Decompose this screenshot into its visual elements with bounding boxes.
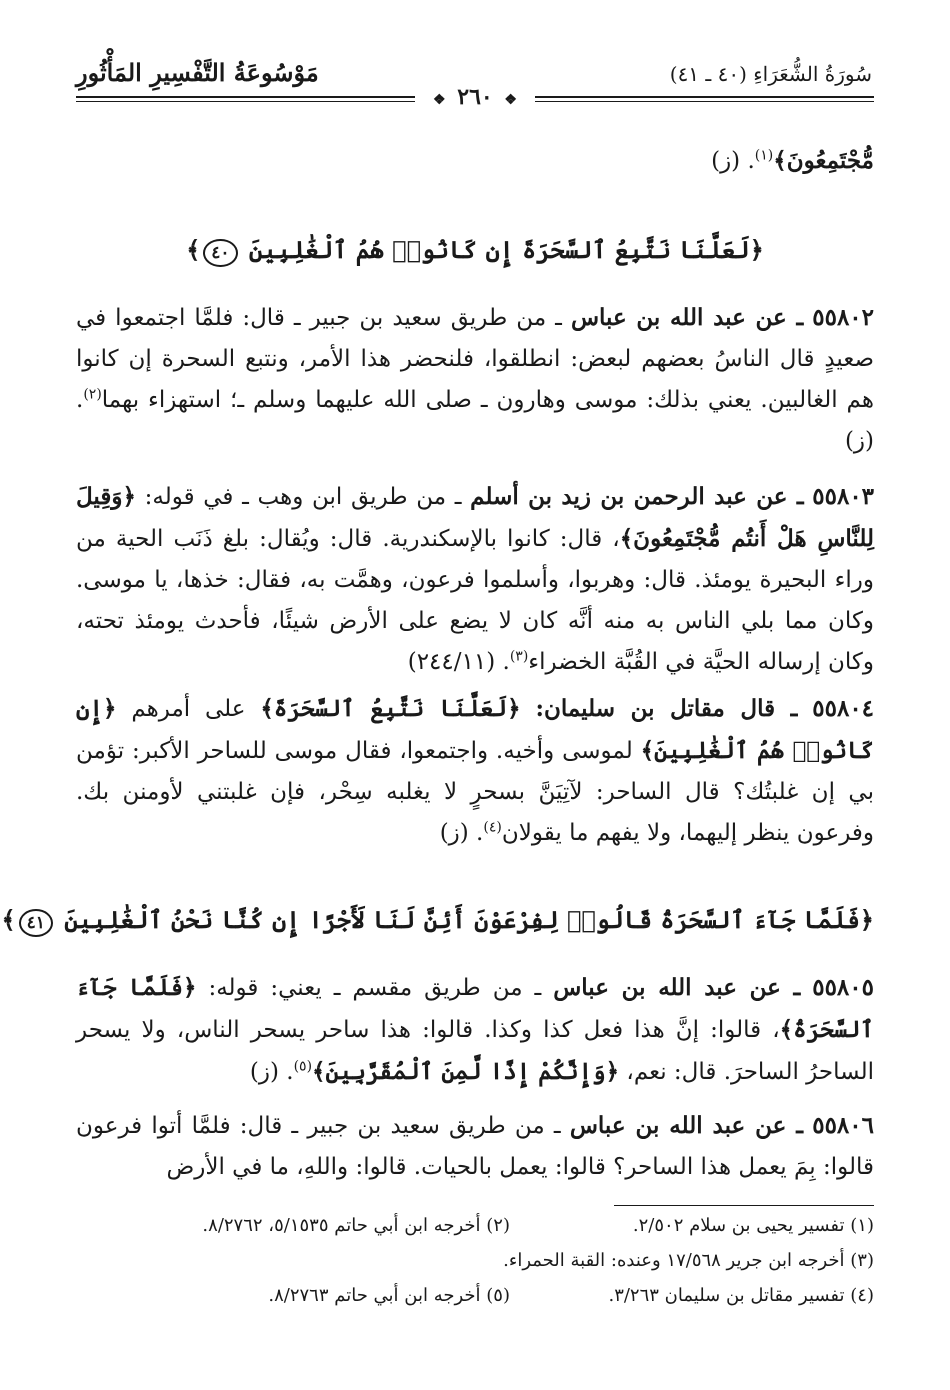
narration-number: ٥٥٨٠٣ [812,483,875,510]
narration-55806 [76,1105,874,1188]
reference-tag: . (ز) [439,820,484,846]
page-number: ٢٦٠ [457,84,493,110]
ornament-icon: ❖ [433,92,446,108]
narration-number: ٥٥٨٠٤ [812,695,875,722]
narration-text: ـ من طريق ابن وهب ـ في قوله: [144,484,462,510]
footnote-ref: (١) [754,147,774,164]
narration-text: ، قال: كانوا بالإسكندرية. قال: ويُقال: بلغ ذَنَب الحية من وراء البحيرة يومئذ. قال: وهربوا، وأسلموا فرعون، وهمَّت به، فقال: خذها، يا موسى. وكان مما بلي الناس به منه أنَّه كان لا يضع على الأرض شيئًا، فأحدث يومئذ تحته، وكان إرساله الحيَّة في القُبَّة الخضراء [76,526,874,675]
ayah-number-badge: ٤٠ [203,239,237,267]
verse-text: ﴿فَلَمَّا جَآءَ ٱلسَّحَرَةُ قَالُوا۟ لِفِرْعَوْنَ أَئِنَّ لَنَا لَأَجْرًا إِن كُنَّا نَحْنُ ٱلْغَٰلِبِينَ [64,905,874,934]
narration-text: ، قالوا: إنَّ هذا فعل كذا وكذا. قالوا: هذا ساحر يسحر الناس، ولا يسحر الساحرُ الساحرَ. قال: نعم، [76,1017,874,1085]
book-title: مَوْسُوعَةُ التَّفْسِيرِ المَأْثُورِ [76,58,319,87]
footnote-separator [614,1205,874,1206]
narration-text: على أمرهم [131,696,246,722]
verse-heading-40 [76,235,874,267]
surah-header: سُورَةُ الشُّعَرَاءِ (٤٠ ـ ٤١) [669,62,872,86]
page-number-box [415,84,535,110]
quran-quote: ﴿فَلَمَّا جَآءَ ٱلسَّحَرَةُ﴾ [76,974,874,1043]
footnote-ref: (٢) [83,386,102,403]
quran-quote: ﴿إِن كَانُوا۟ هُمُ ٱلْغَٰلِبِينَ﴾ [76,695,875,764]
narration-55802 [76,297,874,462]
footnote-ref: (٣) [509,648,529,665]
quran-quote: ﴿وَقِيلَ لِلنَّاسِ هَلْ أَنتُم مُّجْتَمِعُونَ﴾ [76,483,874,552]
narration-text: لموسى وأخيه. واجتمعوا، فقال موسى للساحر الأكبر: تؤمن بي إن غلبتُك؟ قال الساحر: لآتِيَنَّ بسحرٍ لا يغلبه سِحْر، فإن غلبتني لأومنن بك. وفرعون ينظر إليهما، ولا يفهم ما يقولان [76,738,874,846]
narration-55803 [76,476,874,683]
narrator: ـ عن عبد الله بن عباس [553,974,801,1001]
footnote-1: (١) تفسير يحيى بن سلام ٢/٥٠٢. [632,1215,874,1236]
footnote-ref: (٤) [483,819,502,836]
quran-quote: مُّجْتَمِعُونَ﴾ [773,147,874,174]
narration-text: ـ من طريق سعيد بن جبير ـ قال: فلمَّا أتوا فرعون قالوا: بِمَ يعمل هذا الساحر؟ قالوا: يعمل بالحيات. قالوا: واللهِ، ما في الأرض [76,1113,874,1180]
verse-close: ﴾ [1,905,16,934]
ayah-number-badge: ٤١ [19,909,53,937]
narration-55804 [76,688,874,854]
reference-tag: . (ز) [249,1059,294,1085]
narration-55805 [76,967,874,1093]
quran-quote: ﴿وَإِنَّكُمْ إِذًا لَّمِنَ ٱلْمُقَرَّبِينَ﴾ [312,1058,620,1085]
narration-text: ـ من طريق سعيد بن جبير ـ قال: فلمَّا اجتمعوا في صعيدٍ قال الناسُ بعضهم لبعض: انطلقوا، فلنحضر هذا الأمر، ونتبع السحرة إن كانوا هم الغالبين. يعني بذلك: موسى وهارون ـ صلى الله عليهما وسلم ـ؛ استهزاء بهما [76,305,874,413]
narration-text: ـ من طريق مقسم ـ يعني: قوله: [208,975,542,1001]
reference-tag: . (٢٤٤/١١) [407,649,510,675]
footnote-3: (٣) أخرجه ابن جرير ١٧/٥٦٨ وعنده: القبة الحمراء. [503,1250,874,1271]
narration-number: ٥٥٨٠٦ [812,1112,874,1139]
reference-tag: . (ز) [711,148,755,174]
narration-number: ٥٥٨٠٥ [812,974,874,1001]
footnote-ref: (٥) [293,1058,313,1075]
reference-tag: . (ز) [76,387,874,454]
quran-quote: ﴿لَعَلَّنَا نَتَّبِعُ ٱلسَّحَرَةَ﴾ [260,695,521,722]
footnote-2: (٢) أخرجه ابن أبي حاتم ٥/١٥٣٥، ٨/٢٧٦٢. [202,1215,510,1236]
verse-close: ﴾ [186,235,201,264]
narrator: ـ قال مقاتل بن سليمان: [535,695,798,722]
continuation-line [76,140,874,182]
verse-heading-41 [1,905,874,937]
narrator: ـ عن عبد الله بن عباس [570,304,804,331]
narrator: ـ عن عبد الله بن عباس [569,1112,804,1139]
ornament-icon: ❖ [504,92,517,108]
page-number-row [0,84,950,110]
narrator: ـ عن عبد الرحمن بن زيد بن أسلم [470,483,804,510]
footnote-4: (٤) تفسير مقاتل بن سليمان ٣/٢٦٣. [608,1285,874,1306]
verse-text: ﴿لَعَلَّنَا نَتَّبِعُ ٱلسَّحَرَةَ إِن كَانُوا۟ هُمُ ٱلْغَٰلِبِينَ [248,235,764,264]
narration-number: ٥٥٨٠٢ [812,304,875,331]
footnote-5: (٥) أخرجه ابن أبي حاتم ٨/٢٧٦٣. [268,1285,510,1306]
